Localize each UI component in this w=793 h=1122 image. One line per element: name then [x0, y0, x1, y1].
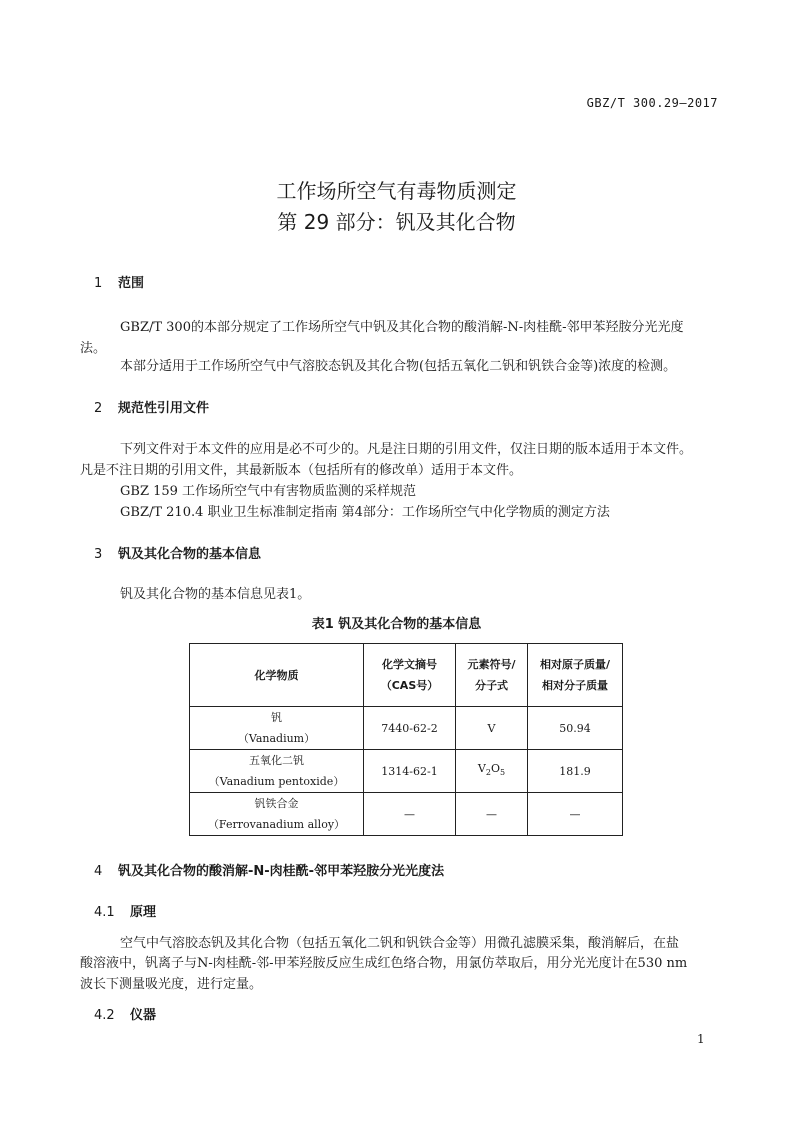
document-code: GBZ/T 300.29—2017 — [586, 96, 718, 110]
paragraph: 下列文件对于本文件的应用是必不可少的。凡是注日期的引用文件，仅注日期的版本适用于本文件。 — [120, 442, 693, 457]
mass-cell: 50.94 — [528, 707, 623, 750]
reference-item: GBZ 159 工作场所空气中有害物质监测的采样规范 — [120, 484, 417, 499]
formula-part: V — [477, 762, 486, 776]
compound-name-cn: 钒铁合金 — [254, 797, 299, 810]
formula-subscript: 5 — [499, 768, 506, 778]
paragraph: 波长下测量吸光度，进行定量。 — [80, 977, 263, 992]
formula-subscript: 2 — [485, 768, 491, 778]
header-compound: 化学物质 — [190, 644, 364, 707]
header-line: （CAS号） — [380, 679, 439, 692]
paragraph: 法。 — [80, 341, 107, 356]
section-number: 4 — [94, 864, 103, 879]
formula-cell — [456, 750, 528, 793]
compound-name-cn: 五氧化二钒 — [249, 754, 304, 767]
paragraph: 酸溶液中，钒离子与N-肉桂酰-邻-甲苯羟胺反应生成红色络合物，用氯仿萃取后，用分光光度计在530 nm — [80, 956, 688, 971]
table-row — [190, 707, 623, 750]
cas-cell: 7440-62-2 — [364, 707, 456, 750]
paragraph: 本部分适用于工作场所空气中气溶胶态钒及其化合物(包括五氧化二钒和钒铁合金等)浓度的检测。 — [120, 359, 677, 374]
section-4-2-heading — [94, 1004, 156, 1023]
table-row — [190, 793, 623, 836]
section-title: 规范性引用文件 — [118, 401, 210, 416]
section-number: 4.2 — [94, 1008, 115, 1023]
section-number: 4.1 — [94, 905, 115, 920]
header-line: 分子式 — [475, 679, 508, 692]
compound-cell — [190, 750, 364, 793]
formula-cell: V — [456, 707, 528, 750]
section-2-heading — [94, 397, 209, 416]
formula-cell: — — [456, 793, 528, 836]
compound-name-en: （Vanadium） — [237, 732, 316, 745]
section-number: 2 — [94, 401, 103, 416]
section-3-heading — [94, 543, 261, 562]
paragraph: 凡是不注日期的引用文件，其最新版本（包括所有的修改单）适用于本文件。 — [80, 463, 523, 478]
section-number: 3 — [94, 547, 103, 562]
section-4-heading — [94, 860, 444, 879]
mass-cell: 181.9 — [528, 750, 623, 793]
vanadium-info-table — [189, 643, 623, 836]
formula-part: O — [490, 762, 500, 776]
header-line: 化学文摘号 — [382, 658, 437, 671]
paragraph: GBZ/T 300的本部分规定了工作场所空气中钒及其化合物的酸消解-N-肉桂酰-邻甲苯羟胺分光光度 — [120, 320, 684, 335]
section-title: 范围 — [118, 276, 145, 291]
compound-cell — [190, 707, 364, 750]
section-number: 1 — [94, 276, 103, 291]
table-row — [190, 750, 623, 793]
compound-cell — [190, 793, 364, 836]
section-title: 原理 — [130, 905, 157, 920]
table-header-row — [190, 644, 623, 707]
header-line: 元素符号/ — [467, 658, 516, 671]
header-mass — [528, 644, 623, 707]
section-title: 钒及其化合物的基本信息 — [118, 547, 262, 562]
paragraph: 空气中气溶胶态钒及其化合物（包括五氧化二钒和钒铁合金等）用微孔滤膜采集，酸消解后，在盐 — [120, 936, 680, 951]
header-line: 相对分子质量 — [542, 679, 608, 692]
title-line-1: 工作场所空气有毒物质测定 — [276, 179, 517, 203]
compound-name-cn: 钒 — [271, 711, 282, 724]
compound-name-en: （Vanadium pentoxide） — [208, 775, 345, 788]
section-title: 仪器 — [130, 1008, 157, 1023]
header-formula — [456, 644, 528, 707]
mass-cell: — — [528, 793, 623, 836]
cas-cell: — — [364, 793, 456, 836]
reference-item: GBZ/T 210.4 职业卫生标准制定指南 第4部分：工作场所空气中化学物质的测定方法 — [120, 505, 610, 520]
section-4-1-heading — [94, 901, 156, 920]
page-number: 1 — [697, 1032, 705, 1046]
table-caption: 表1 钒及其化合物的基本信息 — [311, 617, 482, 632]
title-line-2: 第 29 部分：钒及其化合物 — [277, 210, 516, 234]
compound-name-en: （Ferrovanadium alloy） — [207, 818, 346, 831]
paragraph: 钒及其化合物的基本信息见表1。 — [120, 587, 311, 602]
cas-cell: 1314-62-1 — [364, 750, 456, 793]
header-line: 相对原子质量/ — [539, 658, 611, 671]
section-title: 钒及其化合物的酸消解-N-肉桂酰-邻甲苯羟胺分光光度法 — [118, 864, 445, 879]
section-1-heading — [94, 272, 144, 291]
header-cas — [364, 644, 456, 707]
